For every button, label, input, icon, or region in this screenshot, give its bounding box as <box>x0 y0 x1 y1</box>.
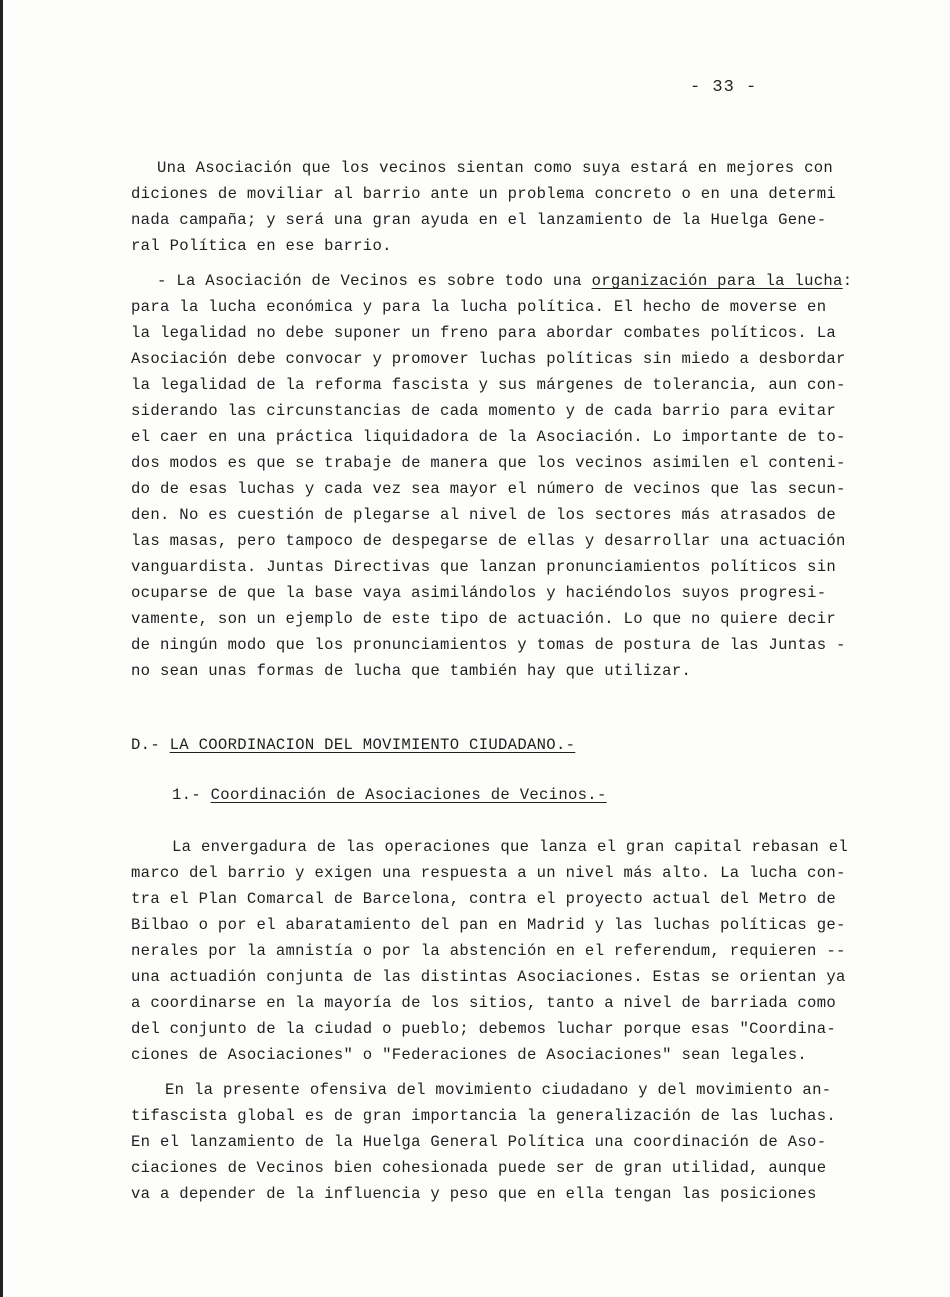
section-heading-title: LA COORDINACION DEL MOVIMIENTO CIUDADANO.- <box>169 736 576 754</box>
paragraph-3-line: a coordinarse en la mayoría de los sitios, tanto a nivel de barriada como <box>131 994 837 1012</box>
paragraph-2-line: vamente, son un ejemplo de este tipo de actuación. Lo que no quiere decir <box>131 610 837 628</box>
paragraph-4-line: ciaciones de Vecinos bien cohesionada puede ser de gran utilidad, aunque <box>131 1159 827 1177</box>
paragraph-3-line: nerales por la amnistía o por la abstención en el referendum, requieren -- <box>131 942 846 960</box>
subsection-heading-title: Coordinación de Asociaciones de Vecinos.- <box>210 786 607 804</box>
paragraph-2-line: dos modos es que se trabaje de manera que los vecinos asimilen el conteni- <box>131 454 846 472</box>
paragraph-3-line: del conjunto de la ciudad o pueblo; debemos luchar porque esas "Coordina- <box>131 1020 837 1038</box>
paragraph-2-suffix: : <box>842 272 853 290</box>
paragraph-4-line: En el lanzamiento de la Huelga General Política una coordinación de Aso- <box>131 1133 827 1151</box>
paragraph-3-line: marco del barrio y exigen una respuesta a un nivel más alto. La lucha con- <box>131 864 846 882</box>
paragraph-3-line: tra el Plan Comarcal de Barcelona, contra el proyecto actual del Metro de <box>131 890 837 908</box>
subsection-heading <box>172 782 607 808</box>
paragraph-3-line: una actuadión conjunta de las distintas Asociaciones. Estas se orientan ya <box>131 968 846 986</box>
paragraph-2-line: la legalidad de la reforma fascista y sus márgenes de tolerancia, aun con- <box>131 376 846 394</box>
paragraph-1-line: Una Asociación que los vecinos sientan como suya estará en mejores con <box>157 159 834 177</box>
paragraph-4-line: va a depender de la influencia y peso que en ella tengan las posiciones <box>131 1185 817 1203</box>
paragraph-2-line: do de esas luchas y cada vez sea mayor el número de vecinos que las secun- <box>131 480 846 498</box>
paragraph-1-line: ral Política en ese barrio. <box>131 237 392 255</box>
paragraph-3-line: ciones de Asociaciones" o "Federaciones de Asociaciones" sean legales. <box>131 1046 808 1064</box>
paragraph-2-line: el caer en una práctica liquidadora de la Asociación. Lo importante de to- <box>131 428 846 446</box>
paragraph-3-line: La envergadura de las operaciones que lanza el gran capital rebasan el <box>172 838 849 856</box>
paragraph-2-line: ocuparse de que la base vaya asimilándolos y haciéndolos suyos progresi- <box>131 584 827 602</box>
subsection-heading-prefix: 1.- <box>172 786 211 804</box>
paragraph-2-prefix: - La Asociación de Vecinos es sobre todo una <box>157 272 592 290</box>
paragraph-2-line: para la lucha económica y para la lucha política. El hecho de moverse en <box>131 298 827 316</box>
section-heading-prefix: D.- <box>131 736 170 754</box>
paragraph-2-line: siderando las circunstancias de cada momento y de cada barrio para evitar <box>131 402 837 420</box>
paragraph-2-line: de ningún modo que los pronunciamientos y tomas de postura de las Juntas - <box>131 636 846 654</box>
page-number: - 33 - <box>690 78 758 97</box>
paragraph-1-line: diciones de moviliar al barrio ante un problema concreto o en una determi <box>131 185 837 203</box>
paragraph-2-line: las masas, pero tampoco de despegarse de ellas y desarrollar una actuación <box>131 532 846 550</box>
paragraph-2-line: no sean unas formas de lucha que también hay que utilizar. <box>131 662 692 680</box>
paragraph-3-line: Bilbao o por el abaratamiento del pan en Madrid y las luchas políticas ge- <box>131 916 846 934</box>
paragraph-2-line: la legalidad no debe suponer un freno para abordar combates políticos. La <box>131 324 837 342</box>
paragraph-4-line: En la presente ofensiva del movimiento ciudadano y del movimiento an- <box>165 1081 832 1099</box>
page-edge-rule <box>0 0 3 1297</box>
emphasis-underlined: organización para la lucha <box>591 272 843 290</box>
paragraph-2-line: Asociación debe convocar y promover luchas políticas sin miedo a desbordar <box>131 350 846 368</box>
paragraph-2-line: den. No es cuestión de plegarse al nivel de los sectores más atrasados de <box>131 506 837 524</box>
paragraph-1-line: nada campaña; y será una gran ayuda en el lanzamiento de la Huelga Gene- <box>131 211 827 229</box>
paragraph-4-line: tifascista global es de gran importancia la generalización de las luchas. <box>131 1107 837 1125</box>
paragraph-2-line: vanguardista. Juntas Directivas que lanzan pronunciamientos políticos sin <box>131 558 837 576</box>
paragraph-2-first-line <box>157 268 852 294</box>
section-heading <box>131 732 575 758</box>
